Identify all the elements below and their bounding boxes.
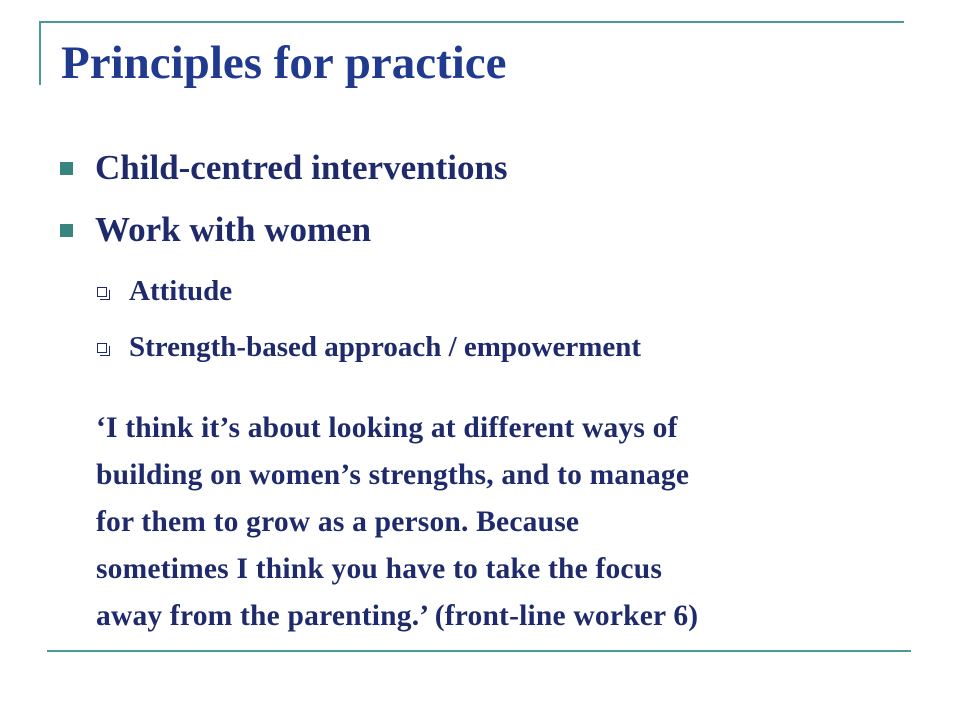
sub-bullet-strength-based xyxy=(97,331,641,364)
slide-title: Principles for practice xyxy=(61,37,507,89)
quote-line: sometimes I think you have to take the focus xyxy=(96,553,663,585)
bullet-child-centred xyxy=(60,148,508,188)
sub-bullet-attitude xyxy=(97,275,232,308)
quote-line: away from the parenting.’ (front-line worker 6) xyxy=(96,600,699,632)
bullet-work-with-women xyxy=(60,210,371,250)
sub-bullet-text: Strength-based approach / empowerment xyxy=(129,331,642,363)
bottom-rule xyxy=(47,650,911,652)
bullet-text: Child-centred interventions xyxy=(95,148,508,187)
bullet-text: Work with women xyxy=(95,210,372,249)
quote-line: building on women’s strengths, and to manage xyxy=(96,459,690,491)
square-bullet-icon xyxy=(60,224,73,237)
quote-line: ‘I think it’s about looking at different ways of xyxy=(96,412,678,444)
sub-bullet-text: Attitude xyxy=(129,275,233,307)
left-rule xyxy=(39,21,41,85)
quote-line: for them to grow as a person. Because xyxy=(96,506,580,538)
worker-quote xyxy=(96,405,896,640)
hollow-square-bullet-icon xyxy=(97,343,107,353)
top-rule xyxy=(40,21,904,23)
hollow-square-bullet-icon xyxy=(97,287,107,297)
square-bullet-icon xyxy=(60,162,73,175)
